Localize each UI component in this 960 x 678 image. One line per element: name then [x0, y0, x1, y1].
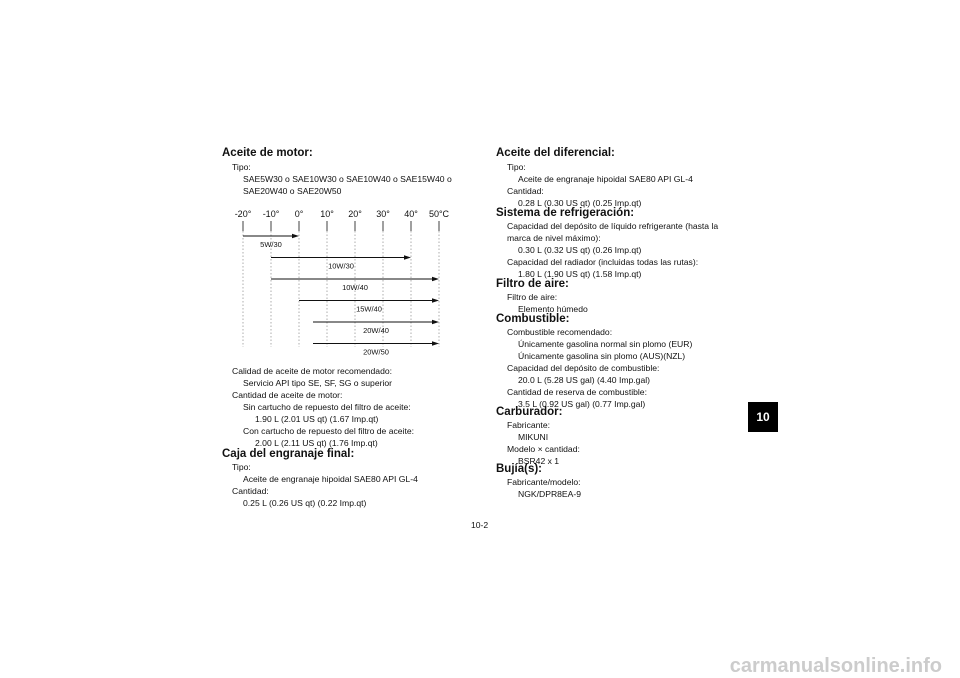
oil-quality-label: Calidad de aceite de motor recomendado: [232, 366, 393, 376]
viscosity-range-label: 15W/40 [356, 304, 382, 314]
page-number: 10-2 [471, 520, 489, 530]
oil-viscosity-chart [228, 205, 460, 355]
air-filter-heading: Filtro de aire: [496, 278, 569, 290]
viscosity-range-label: 20W/50 [363, 347, 389, 355]
differential-quantity-value: 0.28 L (0.30 US qt) (0.25 Imp.qt) [518, 198, 642, 208]
differential-oil-heading: Aceite del diferencial: [496, 147, 615, 159]
viscosity-range-arrow [404, 255, 411, 259]
temperature-tick-label: 0° [294, 209, 304, 219]
viscosity-range-label: 5W/30 [260, 240, 282, 249]
air-filter-value: Elemento húmedo [518, 304, 588, 314]
fuel-reserve-label: Cantidad de reserva de combustible: [507, 387, 647, 397]
fuel-heading: Combustible: [496, 313, 570, 325]
engine-oil-type-line1: SAE5W30 o SAE10W30 o SAE10W40 o SAE15W40 o [243, 174, 452, 184]
oil-with-filter-label: Con cartucho de repuesto del filtro de aceite: [243, 426, 415, 436]
fuel-eur: Únicamente gasolina normal sin plomo (EUR) [518, 339, 693, 349]
differential-quantity-label: Cantidad: [507, 186, 544, 196]
fuel-aus: Únicamente gasolina sin plomo (AUS)(NZL) [518, 351, 686, 361]
final-gear-type-value: Aceite de engranaje hipoidal SAE80 API GL-4 [243, 474, 418, 484]
fuel-capacity-label: Capacidad del depósito de combustible: [507, 363, 660, 373]
fuel-capacity-value: 20.0 L (5.28 US gal) (4.40 Imp.gal) [518, 375, 650, 385]
differential-type-value: Aceite de engranaje hipoidal SAE80 API GL-4 [518, 174, 693, 184]
coolant-reservoir-value: 0.30 L (0.32 US qt) (0.26 Imp.qt) [518, 245, 642, 255]
spark-plug-heading: Bujía(s): [496, 463, 542, 475]
oil-quantity-label: Cantidad de aceite de motor: [232, 390, 343, 400]
final-gear-quantity-label: Cantidad: [232, 486, 269, 496]
temperature-tick-label: 20° [348, 209, 362, 219]
carburetor-model-label: Modelo × cantidad: [507, 444, 580, 454]
temperature-tick-label: 10° [320, 209, 334, 219]
temperature-tick-label: 40° [404, 209, 418, 219]
fuel-recommended-label: Combustible recomendado: [507, 327, 613, 337]
viscosity-range-arrow [432, 298, 439, 302]
radiator-capacity-label: Capacidad del radiador (incluidas todas las rutas): [507, 257, 699, 267]
cooling-system-heading: Sistema de refrigeración: [496, 207, 635, 219]
carburetor-manufacturer-label: Fabricante: [507, 420, 550, 430]
temperature-tick-label: -10° [262, 209, 280, 219]
watermark: carmanualsonline.info [729, 655, 942, 677]
engine-oil-type-line2: SAE20W40 o SAE20W50 [243, 186, 342, 196]
viscosity-range-arrow [432, 341, 439, 345]
final-gear-type-label: Tipo: [232, 462, 251, 472]
carburetor-heading: Carburador: [496, 406, 563, 418]
viscosity-range-arrow [292, 234, 299, 238]
temperature-tick-label: -20° [234, 209, 252, 219]
engine-oil-heading: Aceite de motor: [222, 147, 313, 159]
viscosity-range-arrow [432, 277, 439, 281]
temperature-tick-label: 30° [376, 209, 390, 219]
spark-plug-value: NGK/DPR8EA-9 [518, 489, 582, 499]
engine-oil-type-label: Tipo: [232, 162, 251, 172]
fuel-reserve-value: 3.5 L (0.92 US gal) (0.77 Imp.gal) [518, 399, 646, 409]
temperature-tick-label: 50°C [428, 209, 450, 219]
oil-with-filter-value: 2.00 L (2.11 US qt) (1.76 Imp.qt) [255, 438, 378, 448]
final-gear-quantity-value: 0.25 L (0.26 US qt) (0.22 Imp.qt) [243, 498, 367, 508]
viscosity-range-arrow [432, 320, 439, 324]
radiator-capacity-value: 1.80 L (1.90 US qt) (1.58 Imp.qt) [518, 269, 642, 279]
final-gear-heading: Caja del engranaje final: [222, 448, 355, 460]
viscosity-range-label: 20W/40 [363, 326, 389, 335]
carburetor-manufacturer-value: MIKUNI [518, 432, 549, 442]
oil-without-filter-label: Sin cartucho de repuesto del filtro de aceite: [243, 402, 411, 412]
viscosity-range-label: 10W/40 [342, 283, 368, 292]
viscosity-range-label: 10W/30 [328, 261, 354, 271]
spark-plug-label: Fabricante/modelo: [507, 477, 581, 487]
coolant-reservoir-line1: Capacidad del depósito de líquido refrigerante (hasta la [507, 221, 719, 231]
carburetor-model-value: BSR42 x 1 [518, 456, 560, 466]
oil-quality-value: Servicio API tipo SE, SF, SG o superior [243, 378, 393, 388]
chapter-tab: 10 [748, 402, 778, 432]
differential-type-label: Tipo: [507, 162, 526, 172]
oil-without-filter-value: 1.90 L (2.01 US qt) (1.67 Imp.qt) [255, 414, 379, 424]
air-filter-label: Filtro de aire: [507, 292, 558, 302]
coolant-reservoir-line2: marca de nivel máximo): [507, 233, 601, 243]
